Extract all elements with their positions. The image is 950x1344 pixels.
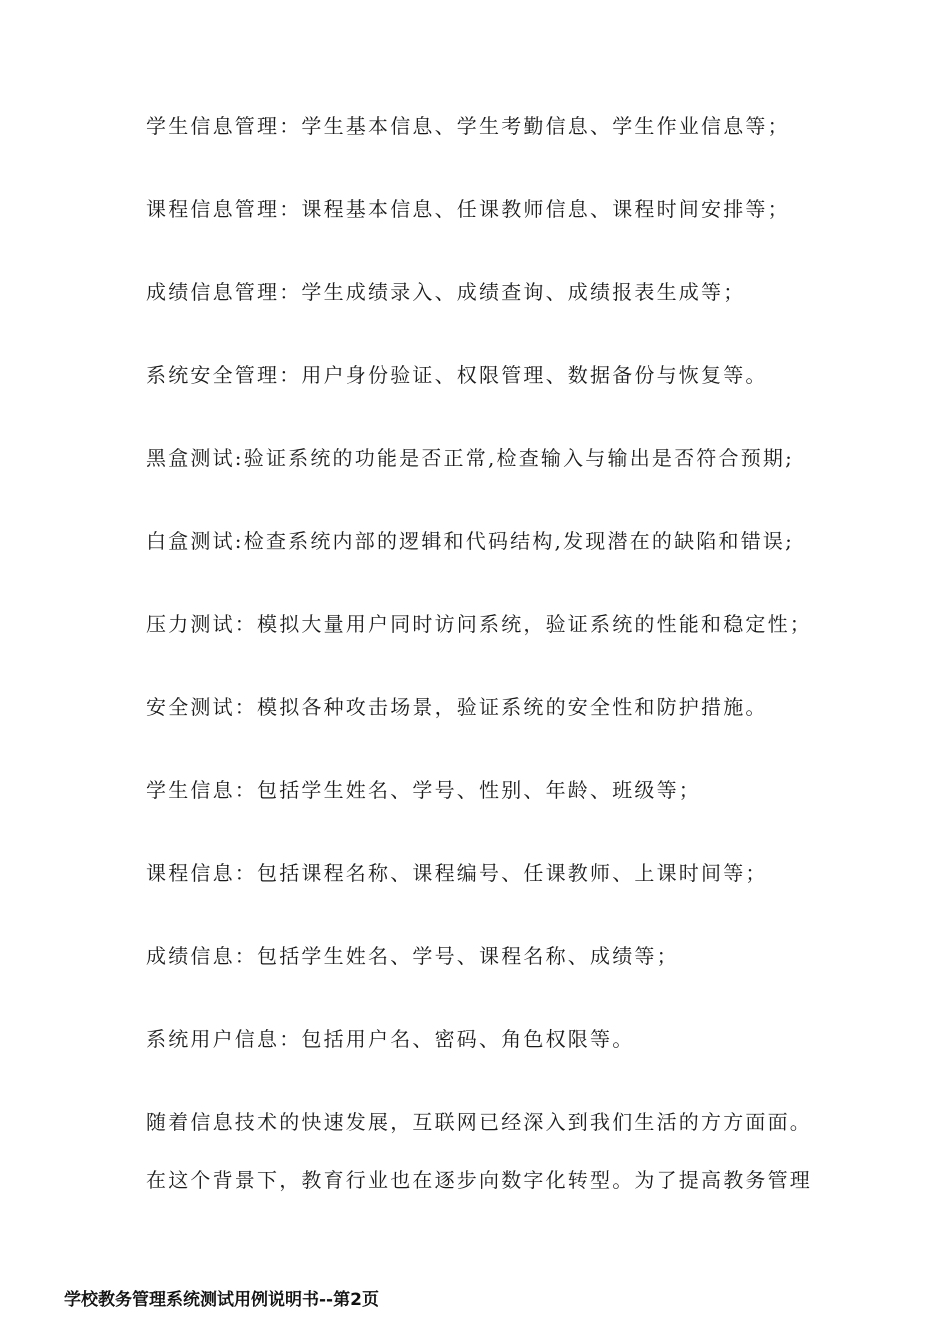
text-line: 成绩信息：包括学生姓名、学号、课程名称、成绩等； [146,944,679,968]
text-line: 学生信息管理：学生基本信息、学生考勤信息、学生作业信息等； [146,114,790,138]
text-line: 成绩信息管理：学生成绩录入、成绩查询、成绩报表生成等； [146,280,746,304]
text-line: 系统用户信息：包括用户名、密码、角色权限等。 [146,1027,635,1051]
text-line: 黑盒测试:验证系统的功能是否正常,检查输入与输出是否符合预期; [146,446,795,470]
text-line: 在这个背景下，教育行业也在逐步向数字化转型。为了提高教务管理 [146,1168,812,1192]
text-line: 课程信息管理：课程基本信息、任课教师信息、课程时间安排等； [146,197,790,221]
text-line: 学生信息：包括学生姓名、学号、性别、年龄、班级等； [146,778,701,802]
text-line: 安全测试：模拟各种攻击场景，验证系统的安全性和防护措施。 [146,695,768,719]
text-line: 压力测试：模拟大量用户同时访问系统，验证系统的性能和稳定性； [146,612,812,636]
text-line: 课程信息：包括课程名称、课程编号、任课教师、上课时间等； [146,861,768,885]
text-line: 随着信息技术的快速发展，互联网已经深入到我们生活的方方面面。 [146,1110,812,1134]
text-line: 白盒测试:检查系统内部的逻辑和代码结构,发现潜在的缺陷和错误; [146,529,795,553]
page-footer: 学校教务管理系统测试用例说明书--第2页 [64,1290,379,1310]
text-line: 系统安全管理：用户身份验证、权限管理、数据备份与恢复等。 [146,363,768,387]
